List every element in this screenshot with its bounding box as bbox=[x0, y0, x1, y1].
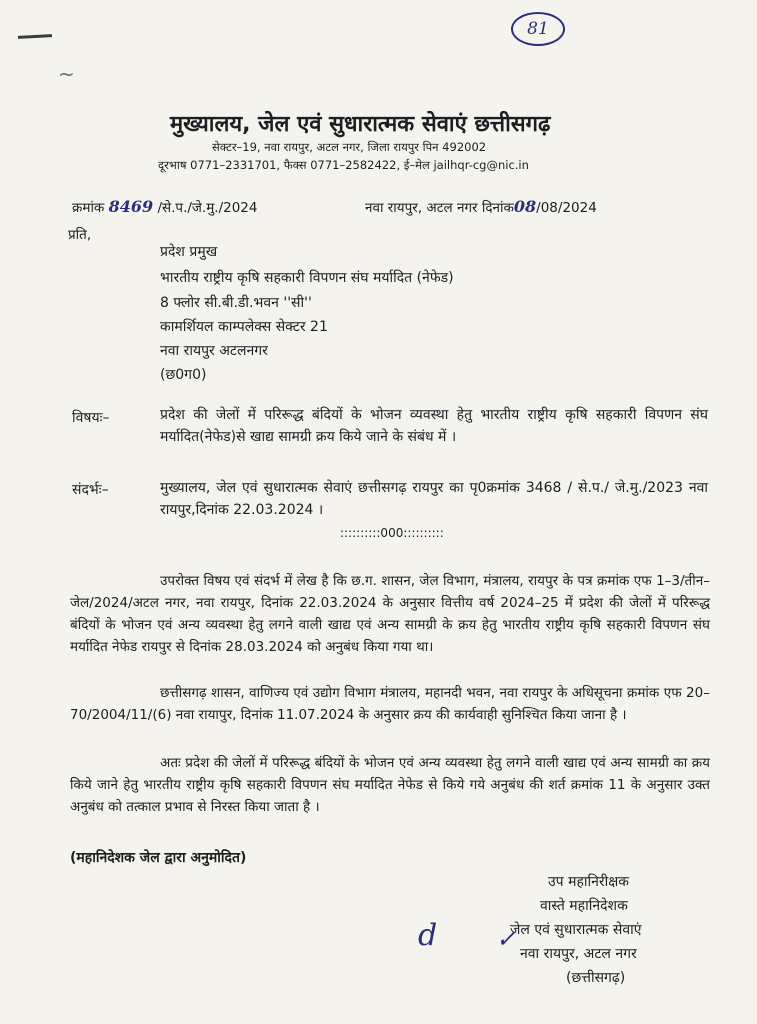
reference-suffix: /से.प./जे.मु./2024 bbox=[157, 200, 258, 216]
signature-line: (छत्तीसगढ़) bbox=[566, 970, 626, 986]
approval-note: (महानिदेशक जेल द्वारा अनुमोदित) bbox=[70, 850, 247, 866]
date-prefix: नवा रायपुर, अटल नगर दिनांक bbox=[365, 200, 514, 216]
letterhead-contact: दूरभाष 0771–2331701, फैक्स 0771–2582422, ई–मेल jailhqr-cg@nic.in bbox=[158, 158, 529, 172]
reference-text: मुख्यालय, जेल एवं सुधारात्मक सेवाएं छत्तीसगढ़ रायपुर का पृ0क्रमांक 3468 / से.प./ जे.मु./2023 नवा रायपुर,दिनांक 22.03.2024 । bbox=[160, 480, 708, 518]
date-handwritten-day: 08 bbox=[513, 197, 537, 216]
recipient-line: भारतीय राष्ट्रीय कृषि सहकारी विपणन संघ मर्यादित (नेफेड) bbox=[160, 270, 454, 286]
separator: ::::::::::000:::::::::: bbox=[340, 526, 444, 540]
reference-prefix: क्रमांक bbox=[72, 200, 105, 216]
page-number: 81 bbox=[511, 12, 565, 46]
subject-label: विषयः– bbox=[72, 410, 110, 426]
recipient-line: कामर्शियल काम्पलेक्स सेक्टर 21 bbox=[160, 319, 328, 335]
scribble-mark: ~ bbox=[58, 62, 75, 86]
reference-date bbox=[365, 197, 597, 216]
body-paragraph: अतः प्रदेश की जेलों में परिरूद्ध बंदियों के भोजन एवं अन्य व्यवस्था हेतु लगने वाली खाद्य एवं अन्य सामग्री का क्रय किये जाने हेतु भारतीय राष्ट्रीय कृषि सहकारी विपणन संघ मर्यादित नेफेड से किये गये अनुबंध की शर्त क्रमांक 11 के अनुसार उक्त अनुबंध को तत्काल प्रभाव से निरस्त किया जाता है । bbox=[70, 755, 710, 815]
reference-label: संदर्भः– bbox=[72, 482, 109, 498]
to-label: प्रति, bbox=[68, 227, 92, 243]
corner-mark bbox=[18, 34, 52, 39]
handwritten-initial: d bbox=[418, 918, 438, 953]
signature-line: वास्ते महानिदेशक bbox=[540, 898, 628, 914]
recipient-line: नवा रायपुर अटलनगर bbox=[160, 343, 268, 359]
signature-line: नवा रायपुर, अटल नगर bbox=[520, 946, 637, 962]
signature-designation: उप महानिरीक्षक bbox=[548, 874, 630, 890]
letterhead-title: मुख्यालय, जेल एवं सुधारात्मक सेवाएं छत्तीसगढ़ bbox=[170, 112, 551, 137]
letterhead-address: सेक्टर–19, नवा रायपुर, अटल नगर, जिला रायपुर पिन 492002 bbox=[212, 140, 487, 154]
recipient-line: 8 फ्लोर सी.बी.डी.भवन ''सी'' bbox=[160, 295, 312, 311]
signature-flourish-icon: ✓ bbox=[496, 925, 517, 953]
date-suffix: /08/2024 bbox=[536, 200, 597, 216]
reference-number bbox=[72, 197, 258, 216]
recipient-line: प्रदेश प्रमुख bbox=[160, 244, 218, 260]
subject-text: प्रदेश की जेलों में परिरूद्ध बंदियों के भोजन व्यवस्था हेतु भारतीय राष्ट्रीय कृषि सहकारी विपणन संघ मर्यादित(नेफेड)से खाद्य सामग्री क्रय किये जाने के संबंध में । bbox=[160, 407, 708, 445]
signature-line: जेल एवं सुधारात्मक सेवाएं bbox=[510, 922, 642, 938]
body-paragraph: उपरोक्त विषय एवं संदर्भ में लेख है कि छ.ग. शासन, जेल विभाग, मंत्रालय, रायपुर के पत्र क्रमांक एफ 1–3/तीन–जेल/2024/अटल नगर, नवा रायपुर, दिनांक 22.03.2024 के अनुसार वित्तीय वर्ष 2024–25 में प्रदेश की जेलों में परिरूद्ध बंदियों के भोजन एवं अन्य व्यवस्था हेतु लगने वाली खाद्य एवं अन्य सामग्री के क्रय हेतु भारतीय राष्ट्रीय कृषि सहकारी विपणन संघ मर्यादित नेफेड रायपुर से दिनांक 28.03.2024 को अनुबंध किया गया था। bbox=[70, 573, 710, 655]
body-paragraph: छत्तीसगढ़ शासन, वाणिज्य एवं उद्योग विभाग मंत्रालय, महानदी भवन, नवा रायपुर के अधिसूचना क्रमांक एफ 20–70/2004/11/(6) नवा रायापुर, दिनांक 11.07.2024 के अनुसार क्रय की कार्यवाही सुनिश्चित किया जाना है । bbox=[70, 685, 710, 723]
reference-handwritten-number: 8469 bbox=[108, 197, 154, 216]
recipient-line: (छ0ग0) bbox=[160, 367, 207, 383]
